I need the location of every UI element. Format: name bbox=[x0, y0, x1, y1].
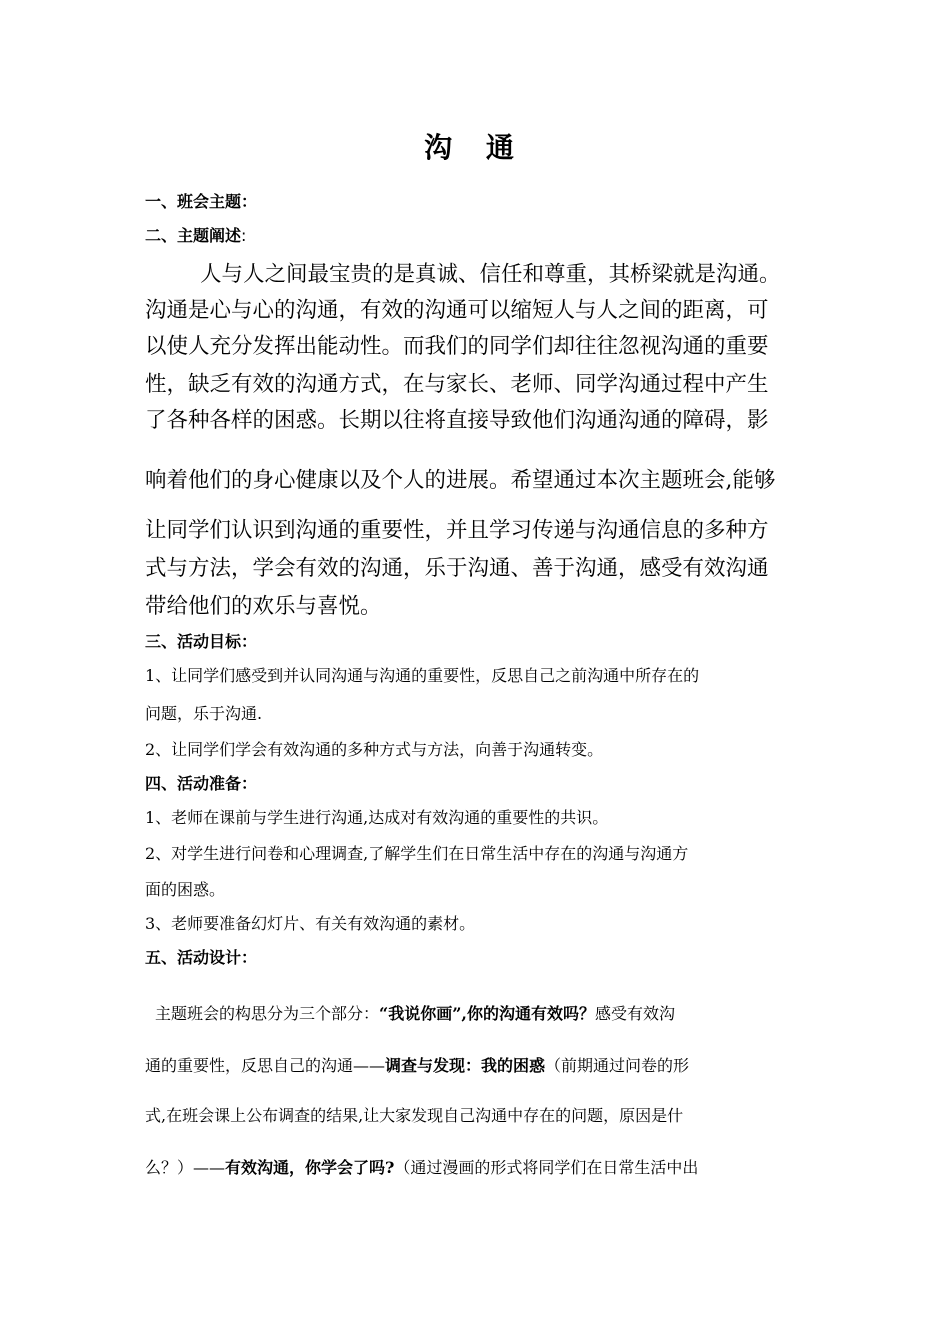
paragraph-line: 响着他们的身心健康以及个人的进展。希望通过本次主题班会,能够 bbox=[145, 468, 776, 493]
design-text: 么？）—— bbox=[145, 1158, 226, 1177]
paragraph-line: 带给他们的欢乐与喜悦。 bbox=[145, 594, 382, 619]
paragraph-line: 让同学们认识到沟通的重要性，并且学习传递与沟通信息的多种方 bbox=[145, 518, 769, 543]
section-heading-description-label: 二、主题阐述 bbox=[145, 226, 242, 245]
goal-item: 1、让同学们感受到并认同沟通与沟通的重要性，反思自己之前沟通中所存在的 bbox=[145, 666, 700, 685]
paragraph-line: 性，缺乏有效的沟通方式，在与家长、老师、同学沟通过程中产生 bbox=[145, 372, 769, 397]
section-heading-prep: 四、活动准备： bbox=[145, 774, 258, 793]
design-line bbox=[145, 1054, 815, 1078]
prep-item: 2、对学生进行问卷和心理调查,了解学生们在日常生活中存在的沟通与沟通方 bbox=[145, 844, 689, 863]
section-heading-goals: 三、活动目标： bbox=[145, 632, 258, 651]
paragraph-line: 了各种各样的困惑。长期以往将直接导致他们沟通沟通的障碍，影 bbox=[145, 408, 769, 433]
prep-item: 1、老师在课前与学生进行沟通,达成对有效沟通的重要性的共识。 bbox=[145, 808, 609, 827]
goal-item: 问题，乐于沟通. bbox=[145, 704, 263, 723]
section-heading-design: 五、活动设计： bbox=[145, 948, 258, 967]
section-heading-theme: 一、班会主题： bbox=[145, 192, 258, 211]
section-heading-description-colon: : bbox=[241, 226, 247, 245]
design-bold: 有效沟通，你学会了吗? bbox=[225, 1158, 395, 1177]
design-line: 式,在班会课上公布调查的结果,让大家发现自己沟通中存在的问题，原因是什 bbox=[145, 1106, 684, 1125]
design-bold: 调查与发现：我的困惑 bbox=[385, 1056, 546, 1075]
design-text: （通过漫画的形式将同学们在日常生活中出 bbox=[394, 1158, 699, 1177]
page-title: 沟 通 bbox=[424, 131, 526, 164]
design-text: 感受有效沟 bbox=[595, 1004, 676, 1023]
design-bold: “我说你画”,你的沟通有效吗？ bbox=[379, 1004, 595, 1023]
paragraph-line: 人与人之间最宝贵的是真诚、信任和尊重，其桥梁就是沟通。 bbox=[200, 262, 781, 287]
paragraph-line: 式与方法，学会有效的沟通，乐于沟通、善于沟通，感受有效沟通 bbox=[145, 556, 769, 581]
design-text: （前期通过问卷的形 bbox=[545, 1056, 690, 1075]
prep-item: 面的困惑。 bbox=[145, 880, 226, 899]
design-line bbox=[155, 1002, 825, 1026]
section-heading-description bbox=[145, 224, 246, 248]
design-line bbox=[145, 1156, 815, 1180]
design-text: 通的重要性，反思自己的沟通—— bbox=[145, 1056, 386, 1075]
goal-item: 2、让同学们学会有效沟通的多种方式与方法，向善于沟通转变。 bbox=[145, 740, 604, 759]
paragraph-line: 沟通是心与心的沟通，有效的沟通可以缩短人与人之间的距离，可 bbox=[145, 298, 769, 323]
paragraph-line: 以使人充分发挥出能动性。而我们的同学们却往往忽视沟通的重要 bbox=[145, 334, 769, 359]
design-text: 主题班会的构思分为三个部分： bbox=[155, 1004, 380, 1023]
prep-item: 3、老师要准备幻灯片、有关有效沟通的素材。 bbox=[145, 914, 476, 933]
